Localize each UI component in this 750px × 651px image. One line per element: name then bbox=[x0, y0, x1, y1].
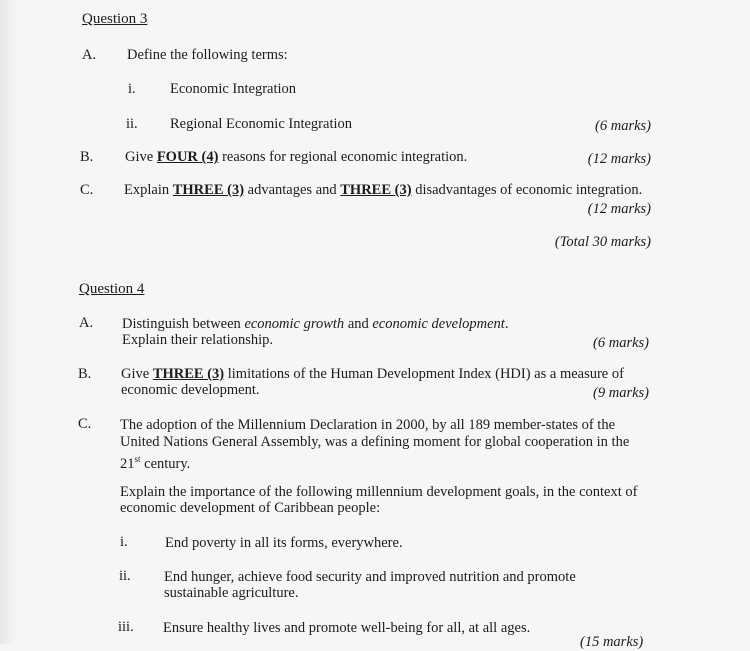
q4-c-marks: (15 marks) bbox=[580, 634, 644, 650]
q4-c-para1-line-1: The adoption of the Millennium Declaration in 2000, by all 189 member-states of the bbox=[120, 417, 616, 433]
q4-c-item-2-num: ii. bbox=[119, 568, 131, 584]
q4-b-line-1: Give THREE (3) limitations of the Human Development Index (HDI) as a measure of bbox=[121, 366, 624, 382]
q4-c-item-1-text: End poverty in all its forms, everywhere. bbox=[165, 535, 403, 551]
q4-c-para1-line-3: 21st century. bbox=[120, 454, 191, 472]
q3-c-text: Explain THREE (3) advantages and THREE (3) disadvantages of economic integration. bbox=[124, 182, 643, 198]
q4-b-line-2: economic development. bbox=[121, 382, 260, 398]
q3-b-text: Give FOUR (4) reasons for regional economic integration. bbox=[125, 149, 468, 165]
q4-a-letter: A. bbox=[79, 315, 94, 331]
q3-a-letter: A. bbox=[82, 47, 97, 63]
q4-c-item-2-line-2: sustainable agriculture. bbox=[164, 585, 299, 601]
q4-c-letter: C. bbox=[78, 416, 92, 432]
q3-b-marks: (12 marks) bbox=[587, 151, 651, 167]
q3-total-marks: (Total 30 marks) bbox=[554, 234, 651, 250]
q3-a-item-2-num: ii. bbox=[126, 116, 138, 132]
q4-a-line-2: Explain their relationship. bbox=[122, 332, 274, 348]
question-4-heading: Question 4 bbox=[79, 281, 145, 297]
q3-a-intro: Define the following terms: bbox=[127, 47, 288, 63]
q4-c-item-3-text: Ensure healthy lives and promote well-being for all, at all ages. bbox=[163, 620, 531, 636]
q3-c-marks: (12 marks) bbox=[587, 201, 651, 217]
q3-c-letter: C. bbox=[80, 182, 94, 198]
q3-a-item-1-num: i. bbox=[128, 81, 136, 97]
q4-c-item-3-num: iii. bbox=[118, 619, 134, 635]
q4-c-para2-line-2: economic development of Caribbean people: bbox=[120, 500, 381, 516]
question-3-heading: Question 3 bbox=[82, 11, 148, 27]
scan-shadow bbox=[0, 0, 18, 644]
q4-a-line-1: Distinguish between economic growth and economic development. bbox=[122, 316, 509, 332]
q4-c-para1-line-2: United Nations General Assembly, was a defining moment for global cooperation in the bbox=[120, 434, 630, 450]
q4-a-marks: (6 marks) bbox=[593, 335, 649, 351]
q4-c-item-1-num: i. bbox=[120, 534, 128, 550]
q3-a-marks: (6 marks) bbox=[595, 118, 651, 134]
q3-a-item-1-text: Economic Integration bbox=[170, 81, 297, 97]
q4-c-item-2-line-1: End hunger, achieve food security and improved nutrition and promote bbox=[164, 569, 576, 585]
q4-b-letter: B. bbox=[78, 366, 92, 382]
q3-a-item-2-text: Regional Economic Integration bbox=[170, 116, 353, 132]
q3-b-letter: B. bbox=[80, 149, 94, 165]
q4-c-para2-line-1: Explain the importance of the following millennium development goals, in the context of bbox=[120, 484, 638, 500]
q4-b-marks: (9 marks) bbox=[593, 385, 649, 401]
